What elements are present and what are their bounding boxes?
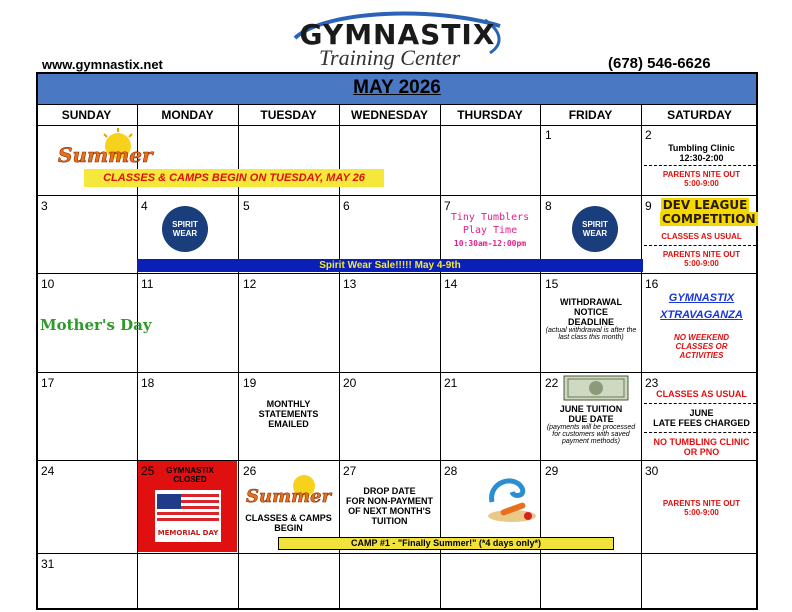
dayhead-tuesday: TUESDAY [260,108,317,122]
grid-line [36,273,758,274]
dayhead-sunday: SUNDAY [61,108,112,122]
tiny-tumblers [440,211,540,250]
drop-1: DROP DATE [363,486,416,496]
june-tuition-note: (payments will be processed for customers with saved payment methods) [546,424,636,445]
memorial-day-text: MEMORIAL DAY [157,529,219,537]
date-11: 11 [141,277,154,291]
no-tumbling [645,437,758,457]
dayhead-thursday: THURSDAY [457,108,523,122]
grid-line [36,553,758,554]
date-4: 4 [141,199,148,213]
june-tuition-title: JUNE TUITION [559,404,623,414]
no-weekend-3: ACTIVITIES [679,351,724,360]
dash-divider [644,165,756,166]
no-weekend-2: CLASSES OR [675,342,728,351]
dayhead-wednesday: WEDNESDAY [351,108,428,122]
date-3: 3 [41,199,48,213]
grid-line [440,104,441,610]
date-9: 9 [645,199,652,213]
tiny-tumblers-time: 10:30am-12:00pm [453,239,527,248]
phone-number: (678) 546-6626 [608,55,711,72]
grid-line [36,104,758,105]
date-21: 21 [444,376,458,390]
month-bar [38,74,756,104]
date-27: 27 [343,464,357,478]
pno-label: PARENTS NITE OUT [662,499,741,508]
date-28: 28 [444,464,458,478]
classes-begin-banner: CLASSES & CAMPS BEGIN ON TUESDAY, MAY 26 [84,169,384,187]
drop-2: FOR NON-PAYMENT [345,496,433,506]
dayhead-friday: FRIDAY [568,108,613,122]
summer-art-text: Summer [58,143,153,167]
withdrawal-note: (actual withdrawal is after the last class this month) [545,327,637,341]
tumbling-clinic [645,143,758,163]
tiny-tumblers-sub: Play Time [462,225,518,236]
drop-3: OF NEXT MONTH'S [348,506,431,516]
tumbling-clinic-time: 12:30-2:00 [679,153,724,163]
dayhead-monday: MONDAY [161,108,214,122]
date-14: 14 [444,277,458,291]
date-1: 1 [545,128,552,142]
date-29: 29 [545,464,559,478]
xtravaganza-sub: XTRAVAGANZA [660,309,743,321]
xtravaganza [645,290,758,324]
closed-2: CLOSED [173,475,207,484]
dash-divider [644,432,756,433]
dash-divider [644,403,756,404]
pno-label: PARENTS NITE OUT [662,170,741,179]
classes-as-usual-23: CLASSES AS USUAL [656,389,747,399]
beach-wave-icon [484,472,542,528]
no-weekend-1: NO WEEKEND [673,333,730,342]
withdrawal-sub2: DEADLINE [567,317,614,327]
withdrawal-deadline [543,297,639,341]
date-22: 22 [545,376,559,390]
tumbling-clinic-title: Tumbling Clinic [668,143,735,153]
grid-line [540,104,541,610]
withdrawal-title: WITHDRAWAL [560,297,622,307]
dayhead-saturday: SATURDAY [667,108,732,122]
withdrawal-sub: NOTICE [573,307,608,317]
summer-art-text: Summer [246,486,332,507]
classes-camps-1: CLASSES & CAMPS [245,513,332,523]
dash-divider [644,245,756,246]
pno-time: 5:00-9:00 [684,259,719,268]
pno-row1 [645,170,758,188]
gymnastix-closed [150,466,230,484]
dev-league [660,198,756,226]
pno-time: 5:00-9:00 [684,508,719,517]
dev-league-sub: COMPETITION [662,212,756,226]
spirit-wear-logo: SPIRIT WEAR [162,206,208,252]
spirit-wear-logo: SPIRIT WEAR [572,206,618,252]
date-30: 30 [645,464,659,478]
xtravaganza-title: GYMNASTIX [668,292,735,304]
pno-time: 5:00-9:00 [684,179,719,188]
june-tuition-sub: DUE DATE [568,414,614,424]
closed-1: GYMNASTIX [166,466,214,475]
date-7: 7 [444,199,451,213]
monthly-1: MONTHLY [266,399,311,409]
logo-wordmark: GYMNASTIX [299,18,496,51]
mothers-day-art: Mother's Day [40,316,152,334]
month-title: MAY 2026 [353,77,441,98]
date-18: 18 [141,376,155,390]
pno-row5 [645,499,758,517]
summer-sun-icon [56,128,166,172]
memorial-day-flag-icon [155,490,221,542]
summer-sun-icon [244,470,336,512]
drop-4: TUITION [371,516,408,526]
grid-line [641,104,642,610]
date-20: 20 [343,376,357,390]
monthly-2: STATEMENTS [258,409,319,419]
no-tumbling-2: OR PNO [683,447,720,457]
dollar-bill-icon [563,375,629,401]
june-late-fees [645,408,758,428]
monthly-statements [238,399,339,429]
classes-camps-2: BEGIN [274,523,303,533]
date-26: 26 [243,464,257,478]
june-tuition [543,404,639,445]
date-13: 13 [343,277,357,291]
date-16: 16 [645,277,659,291]
date-6: 6 [343,199,350,213]
no-tumbling-1: NO TUMBLING CLINIC [653,437,750,447]
camp-banner: CAMP #1 - "Finally Summer!" (*4 days only*) [278,537,614,550]
date-19: 19 [243,376,257,390]
june-late-2: LATE FEES CHARGED [653,418,750,428]
spirit-sale-banner: Spirit Wear Sale!!!!! May 4-9th [137,259,643,272]
date-24: 24 [41,464,55,478]
grid-line [36,372,758,373]
date-10: 10 [41,277,55,291]
pno-label: PARENTS NITE OUT [662,250,741,259]
date-25: 25 [141,464,155,478]
date-5: 5 [243,199,250,213]
date-2: 2 [645,128,652,142]
drop-date [339,486,440,526]
june-late-1: JUNE [689,408,714,418]
grid-line [36,195,758,196]
date-31: 31 [41,557,55,571]
date-23: 23 [645,376,659,390]
tiny-tumblers-title: Tiny Tumblers [450,212,530,223]
logo-subtitle: Training Center [319,45,461,70]
monthly-3: EMAILED [268,419,309,429]
date-8: 8 [545,199,552,213]
no-weekend [645,333,758,360]
date-15: 15 [545,277,559,291]
classes-as-usual: CLASSES AS USUAL [661,232,742,241]
dev-league-title: DEV LEAGUE [662,198,748,212]
classes-camps-begin [238,513,339,533]
gymnastix-logo [285,8,510,68]
website-link[interactable]: www.gymnastix.net [42,57,163,72]
grid-line [36,125,758,126]
date-12: 12 [243,277,257,291]
pno-row2 [645,250,758,268]
date-17: 17 [41,376,55,390]
